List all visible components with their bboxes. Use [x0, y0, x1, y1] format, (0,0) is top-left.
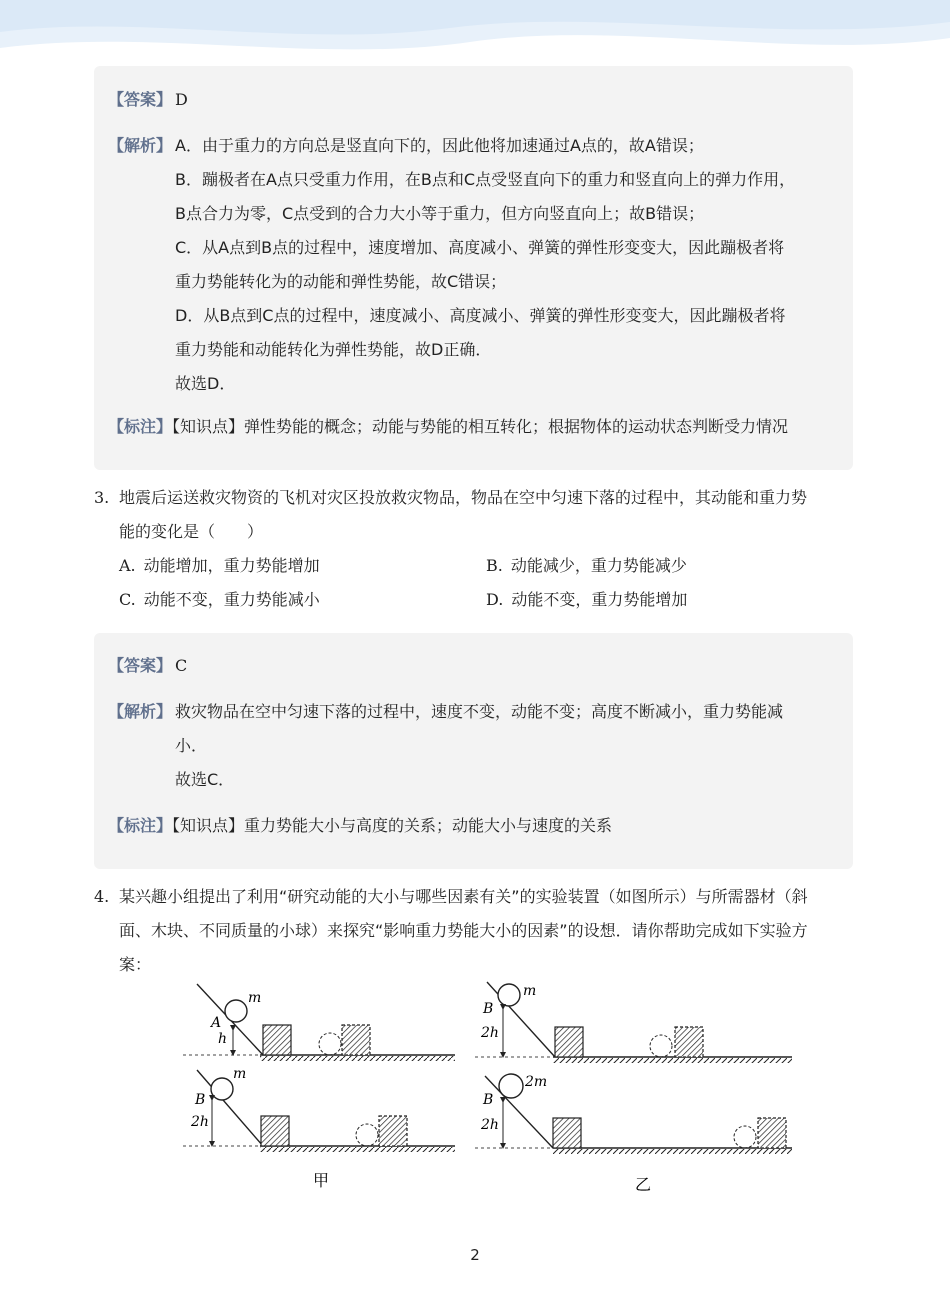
panel-jia-top: [183, 984, 455, 1061]
option-label: D.: [486, 590, 504, 609]
label-b: B: [483, 1092, 494, 1108]
header-wave-decoration: [0, 0, 950, 70]
option-text: 动能增加，重力势能增加: [143, 556, 320, 575]
wood-block-icon: [263, 1025, 291, 1055]
question-line: 能的变化是（ ）: [119, 522, 264, 541]
caption-yi: 乙: [635, 1175, 652, 1194]
ball-m-icon: [225, 1000, 247, 1022]
answer-tag: 【答案】: [108, 656, 173, 675]
analysis-tag: 【解析】: [108, 136, 173, 155]
wood-block-icon: [261, 1116, 289, 1146]
label-2m: 2m: [525, 1074, 548, 1090]
note-text: 【知识点】弹性势能的概念；动能与势能的相互转化；根据物体的运动状态判断受力情况: [164, 417, 789, 436]
panel-yi-top: [475, 982, 792, 1063]
analysis-line: D．从B点到C点的过程中，速度减小、高度减小、弹簧的弹性形变变大，因此蹦极者将: [175, 306, 786, 325]
option-d: [486, 583, 687, 617]
label-b: B: [195, 1092, 206, 1108]
question-4: [94, 880, 854, 984]
panel-jia-bottom: [183, 1066, 455, 1152]
panel-yi-bottom: [475, 1074, 792, 1154]
analysis-line: 重力势能转化为的动能和弹性势能，故C错误；: [175, 272, 507, 291]
label-b: B: [483, 1001, 494, 1017]
caption-jia: 甲: [313, 1171, 330, 1190]
label-h: h: [218, 1031, 228, 1047]
analysis-line: A．由于重力的方向总是竖直向下的，因此他将加速通过A点的，故A错误；: [175, 136, 704, 155]
question-number: 4.: [94, 887, 110, 906]
ball-2m-icon: [499, 1074, 523, 1098]
answer-block-2: [94, 633, 853, 869]
option-text: 动能减少，重力势能减少: [510, 556, 687, 575]
option-a: [119, 549, 320, 583]
label-a: A: [211, 1015, 222, 1031]
label-m: m: [233, 1066, 247, 1082]
analysis-line: C．从A点到B点的过程中，速度增加、高度减小、弹簧的弹性形变变大，因此蹦极者将: [175, 238, 785, 257]
page-number: 2: [470, 1246, 480, 1264]
answer-tag: 【答案】: [108, 90, 173, 109]
question-3: [94, 481, 854, 617]
analysis-line: B．蹦极者在A点只受重力作用，在B点和C点受竖直向下的重力和竖直向上的弹力作用，: [175, 170, 796, 189]
note-tag: 【标注】: [108, 816, 173, 835]
option-label: A.: [119, 556, 136, 575]
answer-value: C: [175, 656, 188, 675]
ball-m-icon: [211, 1078, 233, 1100]
note-text: 【知识点】重力势能大小与高度的关系；动能大小与速度的关系: [164, 816, 613, 835]
analysis-line: 故选D．: [175, 374, 236, 393]
note-tag: 【标注】: [108, 417, 173, 436]
wood-block-icon: [553, 1118, 581, 1148]
question-line: 案：: [119, 955, 152, 974]
option-c: [119, 583, 320, 617]
analysis-line: 救灾物品在空中匀速下落的过程中，速度不变，动能不变；高度不断减小，重力势能减: [175, 702, 784, 721]
analysis-line: B点合力为零，C点受到的合力大小等于重力，但方向竖直向上；故B错误；: [175, 204, 705, 223]
wood-block-icon: [555, 1027, 583, 1057]
label-2h: 2h: [191, 1114, 209, 1130]
analysis-tag: 【解析】: [108, 702, 173, 721]
label-2h: 2h: [481, 1025, 499, 1041]
ball-m-icon: [498, 984, 520, 1006]
answer-value: D: [175, 90, 188, 109]
analysis-line: 故选C．: [175, 770, 235, 789]
question-number: 3.: [94, 488, 110, 507]
label-m: m: [523, 983, 537, 999]
answer-block-1: [94, 66, 853, 470]
option-label: B.: [486, 556, 503, 575]
experiment-figure: [175, 980, 805, 1200]
option-label: C.: [119, 590, 136, 609]
label-m: m: [248, 990, 262, 1006]
analysis-line: 小．: [175, 736, 208, 755]
option-text: 动能不变，重力势能减小: [143, 590, 320, 609]
option-b: [486, 549, 687, 583]
analysis-line: 重力势能和动能转化为弹性势能，故D正确．: [175, 340, 492, 359]
option-text: 动能不变，重力势能增加: [511, 590, 688, 609]
label-2h: 2h: [481, 1117, 499, 1133]
question-line: 地震后运送救灾物资的飞机对灾区投放救灾物品，物品在空中匀速下落的过程中，其动能和重力势: [119, 488, 808, 507]
question-line: 某兴趣小组提出了利用“研究动能的大小与哪些因素有关”的实验装置（如图所示）与所需器材（斜: [119, 887, 808, 906]
question-line: 面、木块、不同质量的小球）来探究“影响重力势能大小的因素”的设想．请你帮助完成如下实验方: [119, 921, 808, 940]
